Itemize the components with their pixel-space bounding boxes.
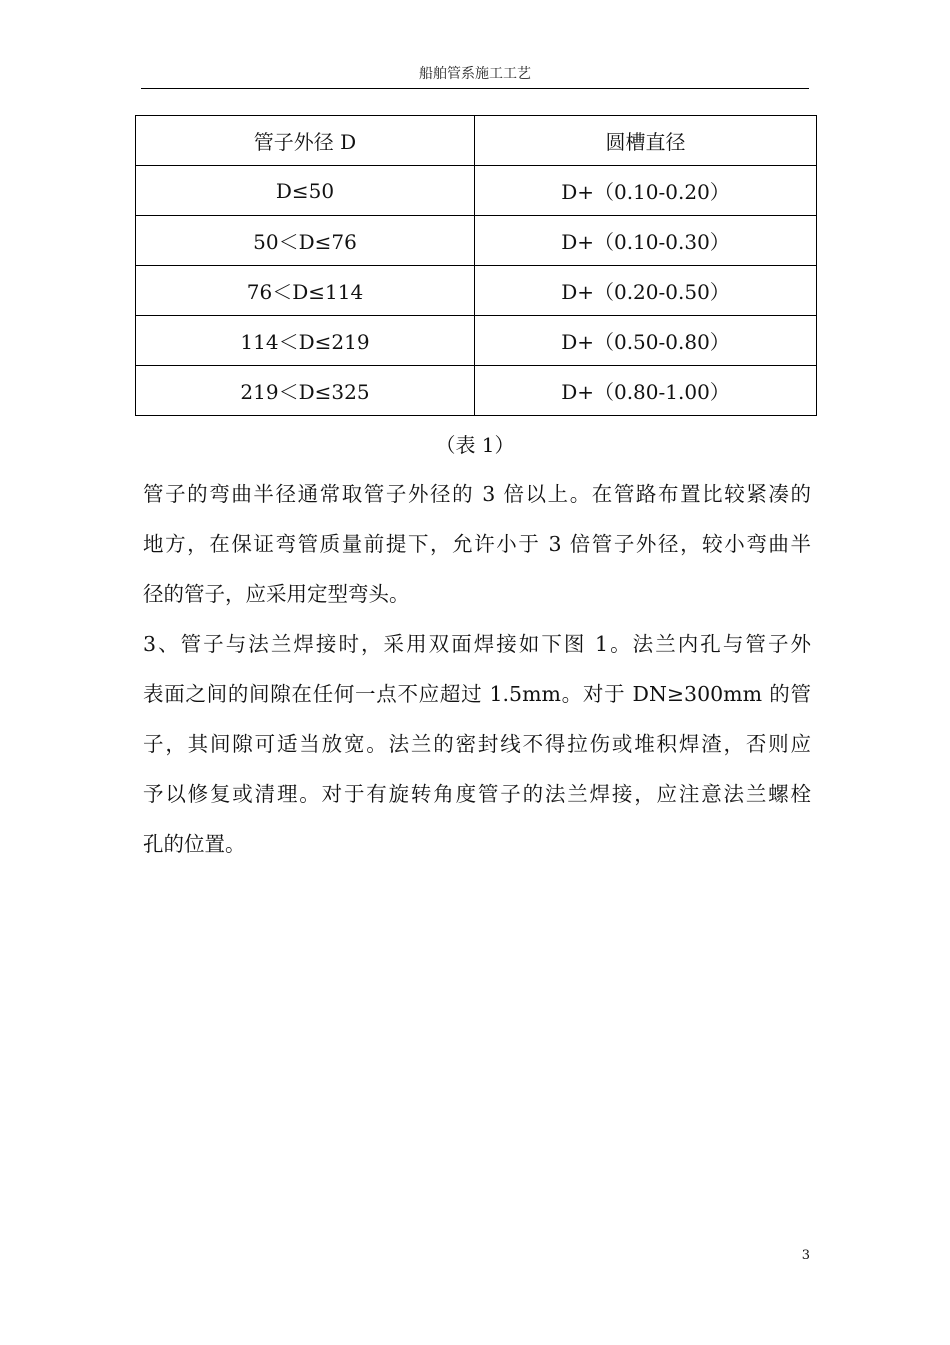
text-line: 表面之间的间隙在任何一点不应超过 1.5mm。对于 DN≥300mm 的管 xyxy=(143,682,811,706)
page-number: 3 xyxy=(801,1248,810,1263)
table-cell-groove-diameter: D+（0.10-0.30） xyxy=(475,216,817,266)
table-row xyxy=(136,266,817,316)
table-cell-groove-diameter: D+（0.80-1.00） xyxy=(475,366,817,416)
running-header: 船舶管系施工工艺 xyxy=(419,66,531,82)
text-line: 管子的弯曲半径通常取管子外径的 3 倍以上。在管路布置比较紧凑的 xyxy=(143,482,811,506)
text-line: 3、管子与法兰焊接时，采用双面焊接如下图 1。法兰内孔与管子外 xyxy=(143,632,811,656)
table-cell-outer-diameter: D≤50 xyxy=(136,166,475,216)
table-cell-outer-diameter: 114＜D≤219 xyxy=(136,316,475,366)
table-header-row xyxy=(136,116,817,166)
paragraph-bend-radius xyxy=(143,469,811,619)
text-line: 予以修复或清理。对于有旋转角度管子的法兰焊接，应注意法兰螺栓 xyxy=(143,782,811,806)
table-cell-groove-diameter: D+（0.10-0.20） xyxy=(475,166,817,216)
table-cell-outer-diameter: 219＜D≤325 xyxy=(136,366,475,416)
paragraph-flange-welding xyxy=(143,619,811,869)
text-line: 径的管子，应采用定型弯头。 xyxy=(143,582,410,606)
table-cell-groove-diameter: D+（0.20-0.50） xyxy=(475,266,817,316)
table-row xyxy=(136,316,817,366)
table-caption: （表 1） xyxy=(435,433,515,457)
table-cell-groove-diameter: D+（0.50-0.80） xyxy=(475,316,817,366)
table-row xyxy=(136,366,817,416)
text-line: 孔的位置。 xyxy=(143,832,246,856)
table-row xyxy=(136,216,817,266)
header-rule xyxy=(141,88,809,89)
column-header-outer-diameter: 管子外径 D xyxy=(136,116,475,166)
table-row xyxy=(136,166,817,216)
groove-diameter-table xyxy=(135,115,817,416)
text-line: 地方，在保证弯管质量前提下，允许小于 3 倍管子外径，较小弯曲半 xyxy=(143,532,811,556)
text-line: 子，其间隙可适当放宽。法兰的密封线不得拉伤或堆积焊渣，否则应 xyxy=(143,732,811,756)
column-header-groove-diameter: 圆槽直径 xyxy=(475,116,817,166)
table-cell-outer-diameter: 50＜D≤76 xyxy=(136,216,475,266)
table-cell-outer-diameter: 76＜D≤114 xyxy=(136,266,475,316)
